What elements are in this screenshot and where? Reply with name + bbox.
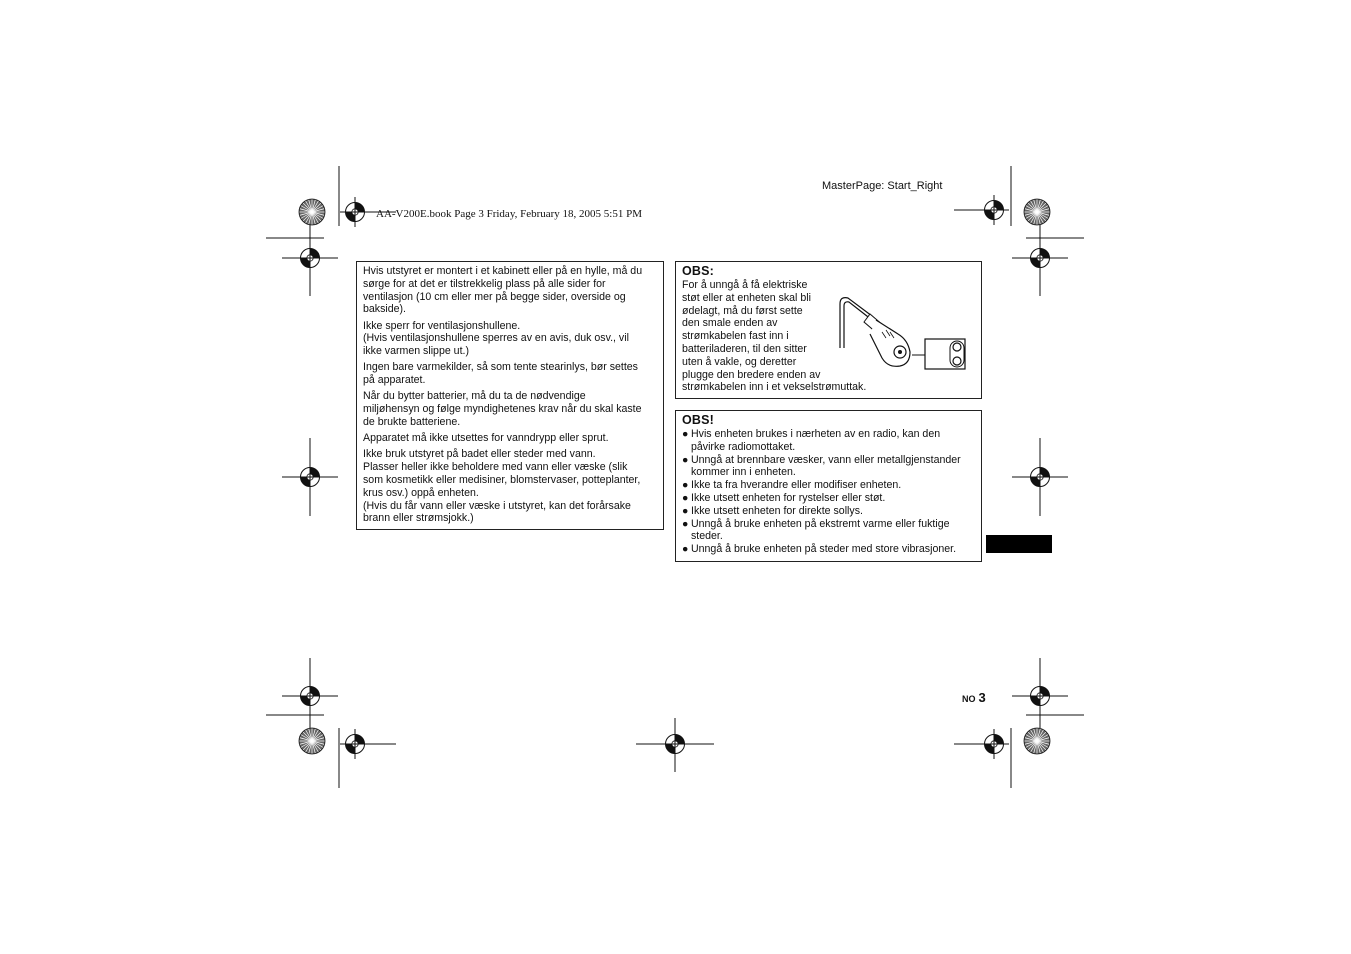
- notes-box: [675, 410, 982, 562]
- registration-mark-icon: [660, 729, 690, 759]
- registration-mark-icon: [295, 681, 325, 711]
- page-number: [962, 689, 986, 707]
- safety-instructions-box: [356, 261, 664, 530]
- instruction-paragraph: Hvis utstyret er montert i et kabinett eller på en hylle, må du sørge for at det er tilstrekkelig plass på alle sider for ventilasjon (10 cm eller mer på begge sider, overside og bakside).: [363, 265, 643, 316]
- instruction-paragraph: Ikke sperr for ventilasjonshullene. (Hvis ventilasjonshullene sperres av en avis, duk osv., vil ikke varmen slippe ut.): [363, 319, 629, 358]
- bullet-icon: ●: [682, 517, 689, 530]
- list-item: ● Unngå at brennbare væsker, vann eller metallgjenstander kommer inn i enheten.: [682, 453, 961, 479]
- notes-list: [682, 428, 975, 556]
- bullet-icon: ●: [682, 504, 689, 517]
- bullet-icon: ●: [682, 491, 689, 504]
- list-item: ● Unngå å bruke enheten på steder med store vibrasjoner.: [682, 543, 957, 556]
- instruction-paragraph: Ingen bare varmekilder, så som tente stearinlys, bør settes på apparatet.: [363, 361, 638, 387]
- language-code: NO: [962, 694, 976, 704]
- registration-mark-icon: [1025, 243, 1055, 273]
- power-plug-icon: [838, 292, 970, 374]
- list-item: ● Ikke utsett enheten for direkte sollys.: [682, 504, 863, 517]
- notes-title: OBS!: [682, 413, 715, 427]
- list-item: ● Ikke utsett enheten for rystelser eller støt.: [682, 491, 886, 504]
- radial-target-icon: [299, 728, 325, 754]
- radial-target-icon: [299, 199, 325, 225]
- registration-mark-icon: [1025, 681, 1055, 711]
- registration-mark-icon: [295, 462, 325, 492]
- book-info-slug: AA-V200E.book Page 3 Friday, February 18, 2005 5:51 PM: [376, 208, 643, 220]
- registration-mark-icon: [340, 197, 370, 227]
- bullet-icon: ●: [682, 453, 689, 466]
- page-number-value: 3: [978, 690, 986, 705]
- list-item: ● Hvis enheten brukes i nærheten av en radio, kan den påvirke radiomottaket.: [682, 428, 941, 453]
- registration-mark-icon: [340, 729, 370, 759]
- registration-mark-icon: [979, 195, 1009, 225]
- list-item: ● Unngå å bruke enheten på ekstremt varme eller fuktige steder.: [682, 517, 950, 543]
- radial-target-icon: [1024, 728, 1050, 754]
- instruction-paragraph: Ikke bruk utstyret på badet eller steder med vann. Plasser heller ikke beholdere med vann eller væske (slik som kosmetikk eller medisiner, blomstervaser, potteplanter, krus osv.) oppå enheten. (Hvis du får vann eller væske i utstyret, kan det forårsake brann eller strømsjokk.): [363, 448, 641, 525]
- caution-title: OBS:: [682, 264, 715, 278]
- instruction-paragraph: Apparatet må ikke utsettes for vanndrypp eller sprut.: [363, 432, 609, 445]
- registration-mark-icon: [1025, 462, 1055, 492]
- bullet-icon: ●: [682, 543, 689, 556]
- bullet-icon: ●: [682, 428, 689, 440]
- master-page-label: MasterPage: Start_Right: [822, 180, 943, 192]
- bullet-icon: ●: [682, 479, 689, 492]
- list-item: ● Ikke ta fra hverandre eller modifiser enheten.: [682, 479, 902, 492]
- caution-text: For å unngå å få elektriske støt eller at enheten skal bli ødelagt, må du først sette den smale enden av strømkabelen fast inn i batteriladeren, til den sitter uten å vakle, og deretter plugge den bredere enden av strømkabelen inn i et vekselstrømuttak.: [682, 279, 867, 394]
- radial-target-icon: [1024, 199, 1050, 225]
- registration-mark-icon: [295, 243, 325, 273]
- instruction-paragraph: Når du bytter batterier, må du ta de nødvendige miljøhensyn og følge myndighetenes krav når du skal kaste de brukte batteriene.: [363, 390, 642, 428]
- section-tab-marker: [986, 535, 1052, 553]
- registration-mark-icon: [979, 729, 1009, 759]
